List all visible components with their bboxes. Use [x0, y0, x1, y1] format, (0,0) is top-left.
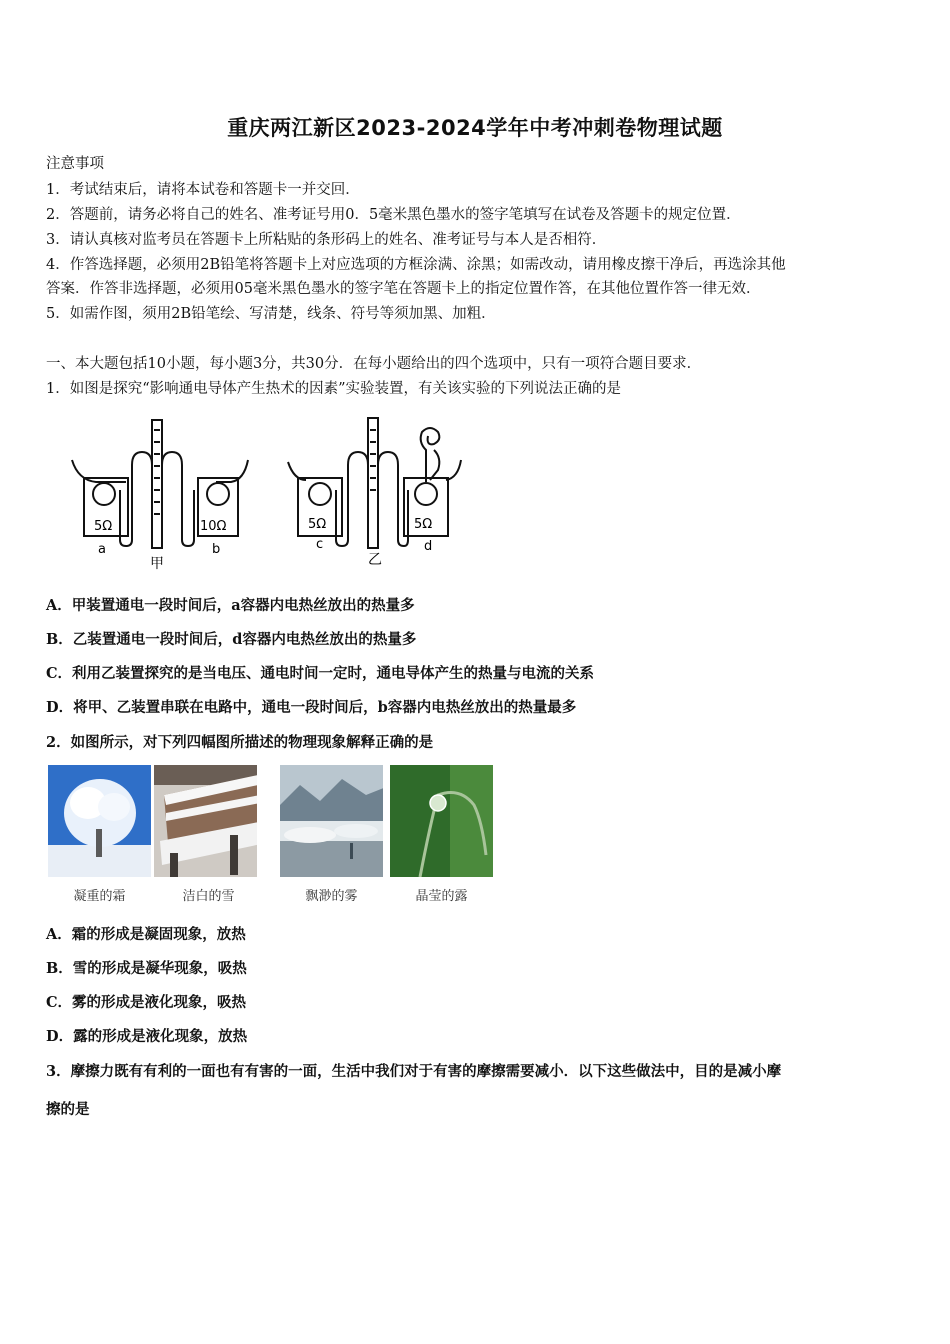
label-yi: 乙 — [368, 552, 382, 568]
q1-option-b: B．乙装置通电一段时间后，d容器内电热丝放出的热量多 — [46, 631, 417, 648]
notice-heading: 注意事项 — [46, 156, 104, 172]
page-title: 重庆两江新区2023-2024学年中考冲刺卷物理试题 — [227, 116, 723, 140]
res-d-label: 5Ω — [414, 517, 433, 532]
q3-stem-line1: 3．摩擦力既有有利的一面也有有害的一面，生活中我们对于有害的摩擦需要减小．以下这些做法中，目的是减小摩 — [46, 1063, 782, 1080]
q2-stem: 2．如图所示，对下列四幅图所描述的物理现象解释正确的是 — [46, 734, 434, 751]
notice-item-5: 5．如需作图，须用2B铅笔绘、写清楚，线条、符号等须加黑、加粗． — [46, 306, 496, 322]
notice-item-4: 4．作答选择题，必须用2B铅笔将答题卡上对应选项的方框涂满、涂黑；如需改动，请用橡皮擦干净后，再选涂其他 — [46, 257, 786, 273]
q3-stem-line2: 擦的是 — [46, 1101, 90, 1118]
q1-option-d: D．将甲、乙装置串联在电路中，通电一段时间后，b容器内电热丝放出的热量最多 — [46, 699, 577, 716]
label-b: b — [212, 542, 221, 557]
notice-item-2: 2．答题前，请务必将自己的姓名、准考证号用0．5毫米黑色墨水的签字笔填写在试卷及答题卡的规定位置． — [46, 207, 741, 223]
caption-frost: 凝重的霜 — [73, 889, 126, 904]
snow-photo — [154, 765, 257, 877]
label-a: a — [98, 542, 106, 557]
q2-option-b: B．雪的形成是凝华现象，吸热 — [46, 960, 247, 977]
fog-photo — [280, 765, 383, 877]
label-jia: 甲 — [150, 556, 164, 572]
q2-option-c: C．雾的形成是液化现象，吸热 — [46, 994, 247, 1011]
res-a-label: 5Ω — [94, 519, 113, 534]
label-d: d — [424, 539, 433, 554]
q2-option-d: D．露的形成是液化现象，放热 — [46, 1028, 248, 1045]
notice-item-4-cont: 答案．作答非选择题，必须用05毫米黑色墨水的签字笔在答题卡上的指定位置作答，在其他位置作答一律无效． — [46, 281, 761, 297]
res-b-label: 10Ω — [200, 519, 227, 534]
q1-apparatus-figure — [66, 410, 476, 575]
caption-fog: 飘渺的雾 — [305, 889, 358, 904]
q1-option-a: A．甲装置通电一段时间后，a容器内电热丝放出的热量多 — [46, 597, 415, 614]
section-heading: 一、本大题包括10小题，每小题3分，共30分．在每小题给出的四个选项中，只有一项符合题目要求． — [46, 356, 702, 372]
notice-item-1: 1．考试结束后，请将本试卷和答题卡一并交回． — [46, 182, 360, 198]
res-c-label: 5Ω — [308, 517, 327, 532]
label-c: c — [316, 537, 324, 552]
caption-dew: 晶莹的露 — [415, 889, 468, 904]
caption-snow: 洁白的雪 — [182, 889, 235, 904]
dew-photo — [390, 765, 493, 877]
frost-photo — [48, 765, 151, 877]
q1-option-c: C．利用乙装置探究的是当电压、通电时间一定时，通电导体产生的热量与电流的关系 — [46, 665, 595, 682]
q1-stem: 1．如图是探究“影响通电导体产生热术的因素”实验装置，有关该实验的下列说法正确的是 — [46, 381, 622, 397]
notice-item-3: 3．请认真核对监考员在答题卡上所粘贴的条形码上的姓名、准考证号与本人是否相符． — [46, 232, 607, 248]
q2-option-a: A．霜的形成是凝固现象，放热 — [46, 926, 246, 943]
